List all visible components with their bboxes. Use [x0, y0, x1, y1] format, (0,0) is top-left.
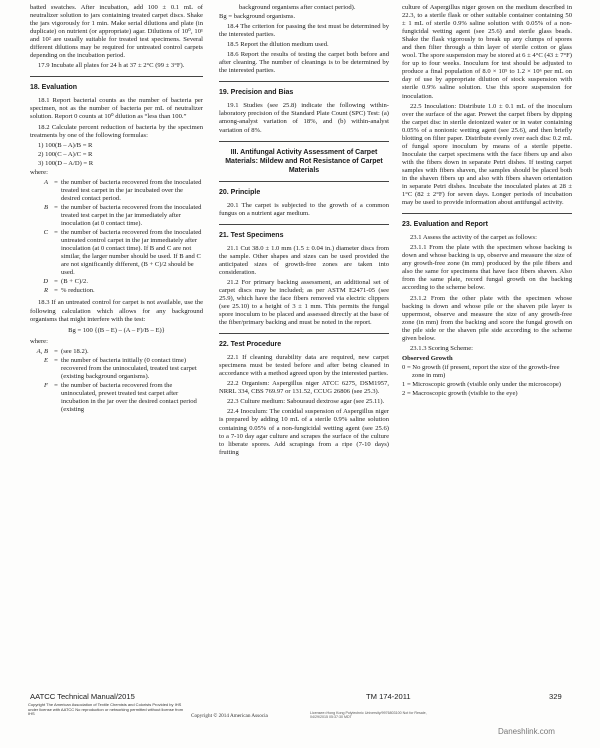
paragraph-23-1-3: 23.1.3 Scoring Scheme: — [410, 344, 473, 352]
paragraph-18-5: 18.5 Report the dilution medium used. — [227, 41, 329, 49]
section-rule — [219, 333, 389, 334]
section-rule — [219, 181, 389, 182]
paragraph-19-1: 19.1 Studies (see 25.8) indicate the following within-laboratory precision of the Standard Plate Count (SPC) Test: (a) among-analyst variation of 18%, and (b) within-analyst variation of 8%. — [219, 102, 389, 134]
paragraph-17-9: 17.9 Incubate all plates for 24 h at 37 ± 2°C (99 ± 3°F). — [38, 62, 185, 70]
paragraph-18-1: 18.1 Report bacterial counts as the number of bacteria per specimen, not as the number of bacteria per mL of neutralizer solution. Report 0 counts at 10⁰ dilution as “less than 100.” — [30, 97, 203, 121]
where-label-2: where: — [30, 337, 48, 345]
column-2 — [219, 4, 389, 459]
observed-growth-label: Observed Growth — [402, 354, 453, 362]
definition-a: A = the number of bacteria recovered from the inoculated treated test carpet in the jar incubated over the desired contact period. — [43, 178, 202, 202]
section-rule — [219, 81, 389, 82]
definition-d: D = (B + C)/2. — [43, 278, 88, 286]
where-label: where: — [30, 168, 48, 176]
definition-b: B = the number of bacteria recovered from the inoculated treated test carpet in the jar immediately after inoculation (at 0 contact time). — [43, 203, 202, 228]
paragraph-20-1: 20.1 The carpet is subjected to the growth of a common fungus on a nutrient agar medium. — [219, 201, 389, 217]
paragraph-18-3: 18.3 If an untreated control for carpet is not available, use the following calculation which allows for any background organisms that might interfere with the test: — [30, 299, 203, 323]
paragraph-23-1: 23.1 Assess the activity of the carpet as follows: — [410, 234, 537, 242]
paragraph-21-1: 21.1 Cut 38.0 ± 1.0 mm (1.5 ± 0.04 in.) diameter discs from the sample. Other shapes and sizes can be used provided the anticipated sizes of growth-free zones are taken into consideration. — [219, 244, 389, 276]
definition-continued: background organisms after contact period). — [239, 4, 356, 11]
heading-20: 20. Principle — [219, 188, 261, 196]
formula-1: 1) 100(B – A)/B = R — [38, 141, 93, 149]
bg-definition: Bg = background organisms. — [219, 13, 296, 21]
paragraph-22-4: 22.4 Inoculum: The conidial suspension of Aspergillus niger is prepared by adding 10 mL of a sterile 0.9% saline solution containing 0.05% of a non-fungicidal wetting agent (see 25.6) to a 7-10 day agar culture and scrapes the surface of the culture to liberate spores. Add scrapings from a ripe (7-10 days) fruiting — [219, 408, 389, 456]
section-rule — [402, 213, 572, 214]
footer-manual-title: AATCC Technical Manual/2015 — [30, 692, 135, 701]
paragraph-continued: culture of Aspergillus niger grown on the medium described in 22.3, to a sterile flask or other suitable container containing 50 ± 1 mL of sterile 0.9% saline solution with 0.05% of a non-fungicidal wetting agent (see 25.6) and sterile glass beads. Shake the flask vigorously to break up any clumps of spores and then filter through a thin layer of sterile cotton or glass wool. The spore suspension may be stored at 6 ± 4°C (43 ± 7°F) for up to four weeks. Inoculum for test should be adjusted to produce a final population of 8.0 × 10⁵ to 1.2 × 10⁶ per mL on day of use by appropriate dilution of stock suspension with sterile 0.9% saline solution. Use this spore suspension for inoculation. — [402, 4, 572, 100]
license-fineprint: Copyright The American Association of Textile Chemists and Colorists Provided by IHS under license with AATCC No reproduction or networking permitted without license from IHS — [28, 702, 184, 717]
paragraph-22-5: 22.5 Inoculation: Distribute 1.0 ± 0.1 mL of the inoculum over the surface of the agar. Prewet the carpet fibers by dipping the carpet disc in sterile deionized water or in water containing 0.05% of a nonionic wetting agent (see 25.6), and then briefly blotting on filter paper. Distribute evenly over each disc 0.2 mL of fungal spore inoculum by means of a sterile pipette. Inoculate the carpet specimens with the face fibers up and also with the fibers down in separate Petri dishes. If testing carpet samples with fibers shaven, the samples should be placed both in the shaven fibers up and also with fibers shaven orientation in separate Petri dishes. Incubate the inoculated plates at 28 ± 1°C (82 ± 2°F) for seven days. Longer periods of incubation may be used to provide information about antifungal activity. — [402, 102, 572, 207]
score-0: 0 = No growth (if present, report the size of the growth-free zone in mm) — [402, 363, 560, 379]
footer-page-number: 329 — [549, 692, 562, 701]
paragraph-23-1-1: 23.1.1 From the plate with the specimen whose backing is down and whose backing is up, observe and measure the size of any growth-free zone (in mm) produced by the pile fibers and also the same for specimens that have face fibers shaven. Also from the same plate, record fungal growth on the backing according to the scheme below. — [402, 244, 572, 292]
heading-part-3: III. Antifungal Activity Assessment of Carpet Materials: Mildew and Rot Resistance of Carpet Materials — [225, 148, 383, 174]
definition-ab: A, B = (see 18.2). — [36, 347, 89, 355]
heading-21: 21. Test Specimens — [219, 231, 284, 239]
definition-f: F = the number of bacteria recovered from the uninoculated, prewet treated test carpet after incubation in the jar over the desired contact period (existing — [43, 381, 197, 414]
heading-23: 23. Evaluation and Report — [402, 221, 488, 229]
paragraph-18-4: 18.4 The criterion for passing the test must be determined by the interested parties. — [219, 23, 389, 39]
paragraph: batted swatches. After incubation, add 100 ± 0.1 mL of neutralizer solution to jars containing treated carpet discs. Shake the jars vigorously for 1 min. Make serial dilutions and plate (in duplicate) on nutrient (or appropriate) agar. Dilutions of 10⁰, 10¹ and 10² are usually suitable for treated test specimens. Several different dilutions may be required for untreated control carpets depending on the incubation period. — [30, 4, 203, 60]
licensee-stamp: Licensee=Hong Kong Polytechnic University/9976803100 Not for Resale, 04/29/2015 05:37:30 MDT — [310, 711, 427, 720]
paragraph-18-2: 18.2 Calculate percent reduction of bacteria by the specimen treatments by one of the following formulas: — [30, 123, 203, 139]
column-1 — [30, 4, 203, 415]
paragraph-22-3: 22.3 Culture medium: Sabouraud dextrose agar (see 25.11). — [227, 398, 385, 406]
paragraph-22-2: 22.2 Organism: Aspergillus niger ATCC 6275, DSM1957, NRRL 334, CBS 769.97 or 131.52, CCUG 26806 (see 25.3). — [219, 380, 389, 396]
formula-2: 2) 100(C – A)/C = R — [38, 150, 93, 158]
heading-22: 22. Test Procedure — [219, 341, 282, 349]
column-3 — [402, 4, 572, 399]
heading-18: 18. Evaluation — [30, 84, 78, 92]
section-rule — [30, 76, 203, 77]
paragraph-23-1-2: 23.1.2 From the other plate with the specimen whose backing is down and whose pile or the shaven pile layer is uppermost, observe and measure the size of any growth-free zone (in mm) from the backing and score the fungal growth on the pile side or the shaven pile side according to the scheme given below. — [402, 294, 572, 342]
site-watermark: Daneshlink.com — [498, 727, 555, 736]
copyright-line: Copyright © 2014 American Associa — [191, 713, 268, 719]
paragraph-22-1: 22.1 If cleaning durability data are required, new carpet specimens must be tested before and after being cleaned in accordance with a method agreed upon by the interested parties. — [219, 354, 389, 378]
paragraph-21-2: 21.2 For primary backing assessment, an additional set of carpet discs may be included; as per ASTM E2471-05 (see 25.9), which have the face fibers removed via electric clippers (see 25.10) to a height of 3 ± 1 mm. This permits the fungal spore inoculum to be placed and assessed directly at the base of the fiber/primary backing and must be noted in the report. — [219, 278, 389, 327]
section-rule — [219, 141, 389, 142]
score-2: 2 = Macroscopic growth (visible to the eye) — [402, 390, 518, 398]
footer-method-number: TM 174-2011 — [366, 692, 411, 701]
definition-r: R = % reduction. — [43, 287, 95, 295]
bg-formula: Bg = 100 {(B – E) – (A – F)/B – E)} — [68, 326, 165, 334]
heading-19: 19. Precision and Bias — [219, 89, 294, 97]
formula-3: 3) 100(D – A/D) = R — [38, 159, 94, 167]
section-rule — [219, 224, 389, 225]
score-1: 1 = Microscopic growth (visible only under the microscope) — [402, 380, 562, 388]
definition-c: C = the number of bacteria recovered from the inoculated untreated control carpet in the jar immediately after inoculation (at 0 contact time). If B and C are not similar, the larger number should be used. If B and C are not significantly different, (B + C)/2 should be used. — [43, 229, 202, 277]
paragraph-18-6: 18.6 Report the results of testing the carpet both before and after cleaning. The number of cleanings is to be determined by the interested parties. — [219, 51, 389, 75]
definition-e: E = the number of bacteria initially (0 contact time) recovered from the uninoculated, treated test carpet (existing background organisms). — [43, 356, 197, 380]
